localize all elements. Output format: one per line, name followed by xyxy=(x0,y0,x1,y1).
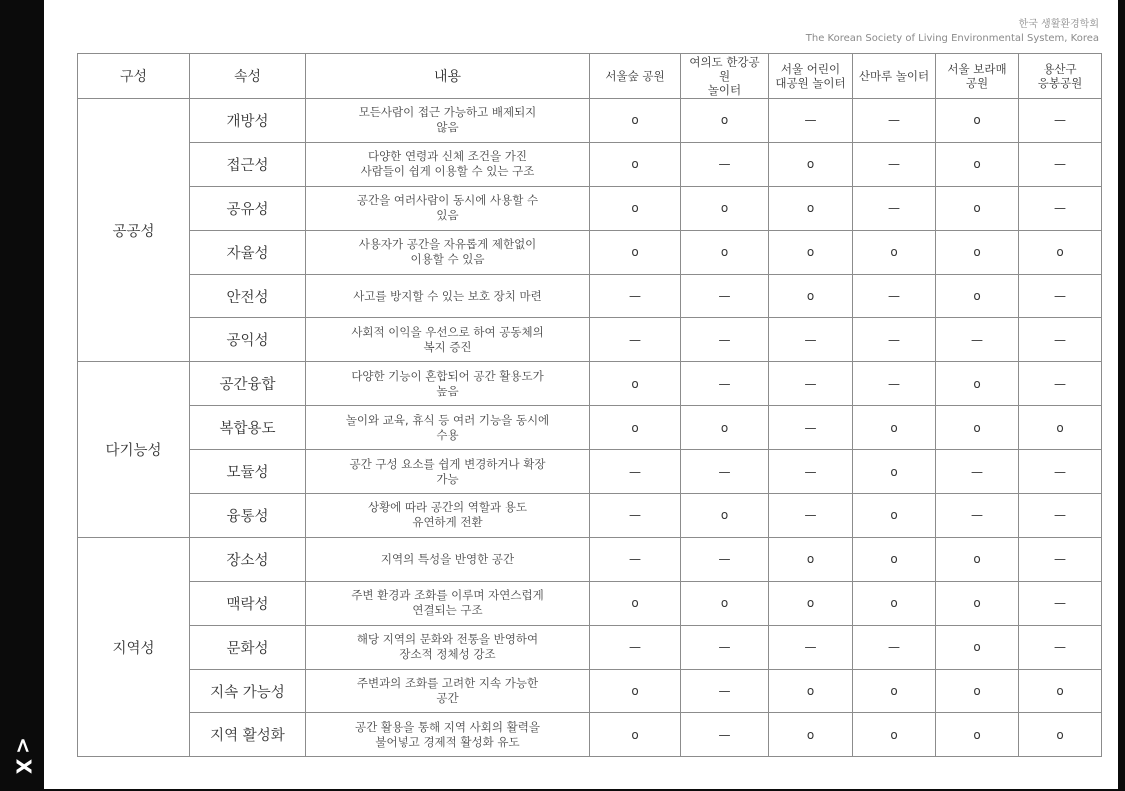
table-row xyxy=(78,450,1102,494)
mark-cell: — xyxy=(1019,99,1102,143)
description-line: 가능 xyxy=(436,471,459,486)
document-header xyxy=(806,18,1099,46)
description-line: 해당 지역의 문화와 전통을 반영하여 xyxy=(356,632,539,647)
mark-cell: — xyxy=(769,625,853,669)
description-line: 있음 xyxy=(436,208,459,223)
description-cell xyxy=(306,494,590,538)
attribute-cell: 자율성 xyxy=(190,230,306,274)
header-park xyxy=(936,54,1019,99)
mark-cell: o xyxy=(769,669,853,713)
mark-cell: — xyxy=(1019,274,1102,318)
mark-cell: — xyxy=(681,625,769,669)
table-row xyxy=(78,99,1102,143)
mark-cell: o xyxy=(681,99,769,143)
description-cell xyxy=(306,230,590,274)
park-name-line: 서울숲 공원 xyxy=(605,69,665,83)
mark-cell: o xyxy=(681,186,769,230)
mark-cell: o xyxy=(769,230,853,274)
mark-cell: — xyxy=(936,494,1019,538)
description-cell xyxy=(306,318,590,362)
description-cell xyxy=(306,537,590,581)
description-cell xyxy=(306,625,590,669)
mark-cell: o xyxy=(769,186,853,230)
header-park xyxy=(590,54,681,99)
mark-cell: o xyxy=(1019,406,1102,450)
description-line: 복지 증진 xyxy=(423,339,472,354)
attribute-cell: 모듈성 xyxy=(190,450,306,494)
mark-cell: o xyxy=(853,494,936,538)
mark-cell: o xyxy=(853,713,936,757)
description-line: 연결되는 구조 xyxy=(412,603,483,618)
mark-cell: o xyxy=(936,713,1019,757)
mark-cell: — xyxy=(769,318,853,362)
mark-cell: o xyxy=(936,230,1019,274)
mark-cell: — xyxy=(681,450,769,494)
attribute-cell: 공간융합 xyxy=(190,362,306,406)
attribute-cell: 복합용도 xyxy=(190,406,306,450)
description-line: 지역의 특성을 반영한 공간 xyxy=(380,551,515,566)
mark-cell: — xyxy=(681,537,769,581)
mark-cell: — xyxy=(936,318,1019,362)
park-name-line: 여의도 한강공원 xyxy=(689,55,760,83)
description-line: 공간을 여러사람이 동시에 사용할 수 xyxy=(356,193,539,208)
mark-cell: — xyxy=(853,625,936,669)
description-cell xyxy=(306,669,590,713)
table-row xyxy=(78,494,1102,538)
mark-cell: o xyxy=(769,713,853,757)
mark-cell: o xyxy=(590,186,681,230)
attribute-cell: 공익성 xyxy=(190,318,306,362)
attribute-cell: 공유성 xyxy=(190,186,306,230)
mark-cell: o xyxy=(590,142,681,186)
mark-cell: o xyxy=(590,362,681,406)
description-line: 공간 xyxy=(436,691,459,706)
park-name-line: 공원 xyxy=(965,76,989,90)
attribute-cell: 지속 가능성 xyxy=(190,669,306,713)
mark-cell: — xyxy=(590,450,681,494)
mark-cell: — xyxy=(769,406,853,450)
mark-cell: — xyxy=(590,318,681,362)
description-cell xyxy=(306,406,590,450)
attribute-cell: 융통성 xyxy=(190,494,306,538)
mark-cell: o xyxy=(1019,669,1102,713)
mark-cell: — xyxy=(681,274,769,318)
mark-cell: o xyxy=(590,669,681,713)
park-name-line: 산마루 놀이터 xyxy=(858,69,930,83)
mark-cell: o xyxy=(936,362,1019,406)
mark-cell: o xyxy=(936,186,1019,230)
header-park xyxy=(1019,54,1102,99)
table-row xyxy=(78,230,1102,274)
mark-cell: — xyxy=(853,142,936,186)
description-line: 주변 환경과 조화를 이루며 자연스럽게 xyxy=(351,588,544,603)
mark-cell: o xyxy=(769,581,853,625)
mark-cell: o xyxy=(769,274,853,318)
mark-cell: — xyxy=(681,142,769,186)
mark-cell: — xyxy=(853,318,936,362)
mark-cell: — xyxy=(853,186,936,230)
mark-cell: — xyxy=(1019,581,1102,625)
table-row xyxy=(78,713,1102,757)
description-line: 이용할 수 있음 xyxy=(410,252,485,267)
left-dark-margin xyxy=(0,0,44,791)
mark-cell: o xyxy=(590,406,681,450)
header-park xyxy=(853,54,936,99)
mark-cell: — xyxy=(681,318,769,362)
mark-cell: o xyxy=(853,669,936,713)
mark-cell: — xyxy=(1019,186,1102,230)
mark-cell: o xyxy=(936,99,1019,143)
mark-cell: — xyxy=(681,362,769,406)
table-row xyxy=(78,362,1102,406)
table-row xyxy=(78,669,1102,713)
mark-cell: o xyxy=(681,406,769,450)
mark-cell: — xyxy=(1019,142,1102,186)
attribute-cell: 개방성 xyxy=(190,99,306,143)
mark-cell: o xyxy=(681,494,769,538)
description-line: 상황에 따라 공간의 역할과 용도 xyxy=(367,500,528,515)
attribute-comparison-table xyxy=(77,53,1102,757)
mark-cell: — xyxy=(853,274,936,318)
category-cell: 지역성 xyxy=(78,537,190,756)
description-line: 놀이와 교육, 휴식 등 여러 기능을 동시에 xyxy=(345,412,550,427)
description-line: 주변과의 조화를 고려한 지속 가능한 xyxy=(356,676,539,691)
table-row xyxy=(78,581,1102,625)
header-org-english: The Korean Society of Living Environmental System, Korea xyxy=(805,33,1099,44)
table-row xyxy=(78,537,1102,581)
category-cell: 다기능성 xyxy=(78,362,190,538)
mark-cell: — xyxy=(590,494,681,538)
mark-cell: o xyxy=(936,142,1019,186)
mark-cell: — xyxy=(1019,318,1102,362)
mark-cell: — xyxy=(1019,494,1102,538)
attribute-cell: 맥락성 xyxy=(190,581,306,625)
mark-cell: — xyxy=(1019,625,1102,669)
mark-cell: o xyxy=(853,537,936,581)
park-name-line: 서울 어린이 xyxy=(780,62,841,76)
mark-cell: o xyxy=(853,450,936,494)
mark-cell: — xyxy=(681,669,769,713)
mark-cell: o xyxy=(936,625,1019,669)
table-row xyxy=(78,142,1102,186)
description-cell xyxy=(306,450,590,494)
mark-cell: — xyxy=(769,450,853,494)
mark-cell: o xyxy=(936,669,1019,713)
mark-cell: — xyxy=(590,625,681,669)
right-dark-margin xyxy=(1118,0,1125,791)
table-row xyxy=(78,274,1102,318)
mark-cell: — xyxy=(769,99,853,143)
mark-cell: o xyxy=(590,99,681,143)
header-org-korean: 한국 생활환경학회 xyxy=(1018,19,1099,30)
mark-cell: — xyxy=(769,494,853,538)
park-name-line: 대공원 놀이터 xyxy=(775,76,846,90)
header-content: 내용 xyxy=(306,54,590,99)
logo-glyph-x: X xyxy=(11,758,36,775)
mark-cell: o xyxy=(853,406,936,450)
table-row xyxy=(78,186,1102,230)
description-cell xyxy=(306,581,590,625)
attribute-cell: 접근성 xyxy=(190,142,306,186)
description-cell xyxy=(306,142,590,186)
mark-cell: o xyxy=(936,406,1019,450)
description-line: 않음 xyxy=(436,120,459,135)
park-name-line: 용산구 xyxy=(1043,62,1077,76)
mark-cell: — xyxy=(1019,450,1102,494)
header-attribute: 속성 xyxy=(190,54,306,99)
header-category: 구성 xyxy=(78,54,190,99)
mark-cell: — xyxy=(590,537,681,581)
mark-cell: — xyxy=(853,362,936,406)
mark-cell: o xyxy=(1019,230,1102,274)
mark-cell: o xyxy=(681,581,769,625)
park-name-line: 서울 보라매 xyxy=(947,62,1007,76)
header-park xyxy=(769,54,853,99)
description-cell xyxy=(306,362,590,406)
description-line: 유연하게 전환 xyxy=(412,515,483,530)
table-body xyxy=(78,99,1102,757)
description-cell xyxy=(306,274,590,318)
description-cell xyxy=(306,186,590,230)
description-line: 높음 xyxy=(436,383,459,398)
mark-cell: o xyxy=(769,142,853,186)
table-row xyxy=(78,625,1102,669)
description-cell xyxy=(306,713,590,757)
description-line: 사회적 이익을 우선으로 하여 공동체의 xyxy=(351,324,544,339)
description-line: 공간 활용을 통해 지역 사회의 활력을 xyxy=(355,719,540,734)
mark-cell: o xyxy=(936,274,1019,318)
description-line: 다양한 기능이 혼합되어 공간 활용도가 xyxy=(351,368,544,383)
table-header-row xyxy=(78,54,1102,99)
brand-logo xyxy=(8,735,38,777)
mark-cell: — xyxy=(936,450,1019,494)
description-line: 불어넣고 경제적 활성화 유도 xyxy=(375,734,520,749)
attribute-cell: 문화성 xyxy=(190,625,306,669)
mark-cell: o xyxy=(853,230,936,274)
description-line: 다양한 연령과 신체 조건을 가진 xyxy=(367,149,528,164)
mark-cell: o xyxy=(590,581,681,625)
attribute-cell: 지역 활성화 xyxy=(190,713,306,757)
description-line: 사고를 방지할 수 있는 보호 장치 마련 xyxy=(353,288,542,303)
mark-cell: o xyxy=(853,581,936,625)
description-line: 수용 xyxy=(436,427,459,442)
description-line: 공간 구성 요소를 쉽게 변경하거나 확장 xyxy=(349,456,546,471)
description-line: 사용자가 공간을 자유롭게 제한없이 xyxy=(358,237,537,252)
description-line: 모든사람이 접근 가능하고 배제되지 xyxy=(358,105,537,120)
mark-cell: o xyxy=(590,713,681,757)
mark-cell: — xyxy=(853,99,936,143)
mark-cell: o xyxy=(590,230,681,274)
park-name-line: 응봉공원 xyxy=(1037,76,1083,90)
mark-cell: o xyxy=(769,537,853,581)
mark-cell: — xyxy=(1019,537,1102,581)
attribute-cell: 안전성 xyxy=(190,274,306,318)
description-line: 사람들이 쉽게 이용할 수 있는 구조 xyxy=(360,164,535,179)
mark-cell: o xyxy=(936,537,1019,581)
park-name-line: 놀이터 xyxy=(707,83,742,97)
category-cell: 공공성 xyxy=(78,99,190,362)
mark-cell: — xyxy=(590,274,681,318)
table-row xyxy=(78,318,1102,362)
table-row xyxy=(78,406,1102,450)
mark-cell: o xyxy=(936,581,1019,625)
mark-cell: o xyxy=(1019,713,1102,757)
logo-glyph-chevron: < xyxy=(11,737,36,754)
mark-cell: — xyxy=(1019,362,1102,406)
description-line: 장소적 정체성 강조 xyxy=(399,647,496,662)
header-park xyxy=(681,54,769,99)
mark-cell: — xyxy=(681,713,769,757)
description-cell xyxy=(306,99,590,143)
attribute-cell: 장소성 xyxy=(190,537,306,581)
mark-cell: — xyxy=(769,362,853,406)
mark-cell: o xyxy=(681,230,769,274)
